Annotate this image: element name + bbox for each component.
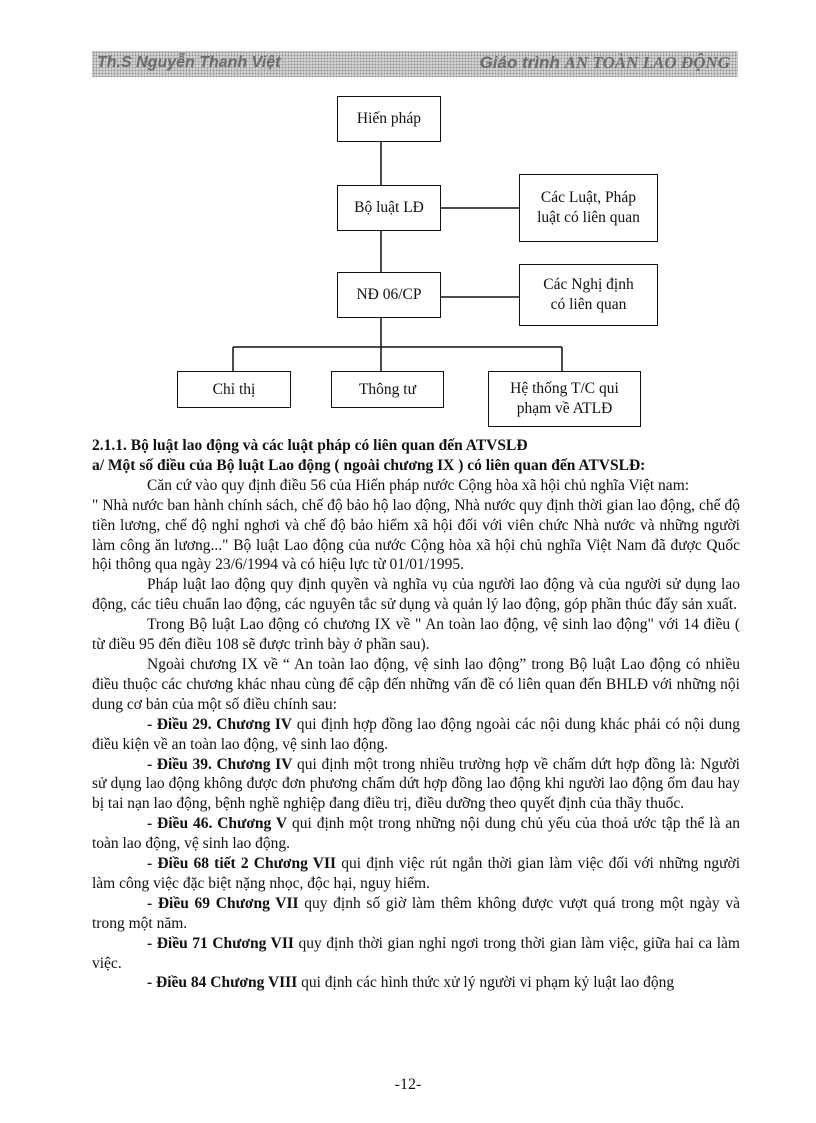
list-item-lead: - Điều 68 tiết 2 Chương VII	[147, 855, 337, 873]
list-item-dieu-84	[92, 973, 740, 993]
section-subheading: a/ Một số điều của Bộ luật Lao động ( ngoài chương IX ) có liên quan đến ATVSLĐ:	[92, 456, 646, 474]
list-item-text: qui định một trong nhiều trường hợp về chấm dứt hợp đồng là: Người sử dụng lao động không được đơn phương chấm dứt hợp đồng lao động khi người lao động ốm đau hay bị tai nạn lao động, bệnh nghề nghiệp đang điều trị, điều dưỡng theo quyết định của thầy thuốc.	[92, 755, 740, 813]
box-chi-thi-label: Chỉ thị	[212, 380, 256, 398]
list-item-text: quy định thời gian nghỉ ngơi trong thời gian làm việc, giữa hai ca làm việc.	[92, 934, 740, 972]
box-bo-luat-ld-label: Bộ luật LĐ	[354, 199, 424, 216]
box-chi-thi	[177, 371, 291, 408]
box-cac-luat-line1: Các Luật, Pháp	[540, 189, 637, 206]
list-item-dieu-68	[92, 854, 740, 894]
list-item-dieu-29	[92, 715, 740, 755]
list-item-text: qui định các hình thức xử lý người vi phạm kỷ luật lao động	[297, 974, 675, 992]
list-item-lead: - Điều 29. Chương IV	[147, 715, 293, 733]
box-hien-phap-label: Hiến pháp	[356, 110, 422, 127]
box-he-thong	[488, 371, 641, 427]
box-nghi-dinh-line1: Các Nghị định	[543, 276, 634, 293]
section-heading: 2.1.1. Bộ luật lao động và các luật pháp có liên quan đến ATVSLĐ	[92, 437, 528, 454]
box-thong-tu	[331, 371, 444, 408]
paragraph-1: Căn cứ vào quy định điều 56 của Hiến pháp nước Cộng hòa xã hội chủ nghĩa Việt nam:	[147, 476, 690, 494]
paragraph-5: Ngoài chương IX về “ An toàn lao động, vệ sinh lao động” trong Bộ luật Lao động có nhiều điều thuộc các chương khác nhau cùng để cập đến những vấn đề có liên quan đến BHLĐ với những nội dung cơ bản của một số điều chính sau:	[92, 655, 740, 713]
page-number: -12-	[394, 1076, 422, 1093]
list-item-lead: - Điều 71 Chương VII	[147, 934, 294, 952]
list-item-lead: - Điều 84 Chương VIII	[147, 974, 298, 992]
box-nghi-dinh	[519, 264, 658, 326]
box-nghi-dinh-line2: có liên quan	[550, 296, 627, 313]
list-item-dieu-69	[92, 894, 740, 934]
list-item-text: quy định số giờ làm thêm không được vượt quá trong một ngày và trong một năm.	[92, 894, 740, 932]
box-cac-luat	[519, 174, 658, 242]
list-item-text: qui định một trong những nội dung chủ yếu của thoả ước tập thể là an toàn lao động, vệ sinh lao động.	[92, 815, 740, 853]
box-bo-luat-ld	[337, 185, 441, 231]
paragraph-2: " Nhà nước ban hành chính sách, chế độ bảo hộ lao động, Nhà nước quy định thời gian lao động, chế độ tiền lương, chế độ nghỉ nghơi và chế độ bảo hiểm xã hội đối với viên chức Nhà nước và những người làm công ăn lương..." Bộ luật Lao động của nước Cộng hòa xã hội chủ nghĩa Việt Nam đã được Quốc hội thông qua ngày 23/6/1994 và có hiệu lực từ 01/01/1995.	[92, 496, 740, 574]
list-item-text: qui định hợp đồng lao động ngoài các nội dung khác phải có nội dung điều kiện về an toàn lao động, vệ sinh lao động.	[92, 715, 740, 753]
header-author: Th.S Nguyễn Thanh Việt	[97, 54, 281, 71]
box-hien-phap	[337, 96, 441, 142]
paragraph-4: Trong Bộ luật Lao động có chương IX về " An toàn lao động, vệ sinh lao động" với 14 điều ( từ điều 95 đến điều 108 sẽ được trình bày ở phần sau).	[92, 616, 740, 654]
list-item-dieu-39	[92, 755, 740, 815]
box-he-thong-line2: phạm về ATLĐ	[516, 400, 613, 417]
box-thong-tu-label: Thông tư	[358, 380, 417, 398]
list-item-lead: - Điều 39. Chương IV	[147, 755, 293, 773]
header-book-prefix: Giáo trình	[479, 53, 565, 72]
list-item-dieu-71	[92, 934, 740, 974]
box-cac-luat-line2: luật có liên quan	[537, 209, 640, 226]
list-item-text: qui định việc rút ngắn thời gian làm việc đối với những người làm công việc đặc biệt nặng nhọc, độc hại, nguy hiểm.	[92, 855, 741, 892]
box-he-thong-line1: Hệ thống T/C qui	[510, 380, 619, 397]
section-content	[92, 436, 740, 993]
paragraph-3: Pháp luật lao động quy định quyền và nghĩa vụ của người lao động và của người sử dụng lao động, các tiêu chuẩn lao động, các nguyên tắc sử dụng và quản lý lao động, góp phần thúc đẩy sản xuất.	[92, 576, 740, 614]
list-item-lead: - Điều 46. Chương V	[147, 815, 288, 833]
header-book-name: AN TOÀN LAO ĐỘNG	[564, 53, 730, 72]
box-nd-06cp	[337, 272, 441, 318]
list-item-dieu-46	[92, 814, 740, 854]
box-nd-06cp-label: NĐ 06/CP	[356, 286, 422, 303]
list-item-lead: - Điều 69 Chương VII	[147, 894, 299, 912]
